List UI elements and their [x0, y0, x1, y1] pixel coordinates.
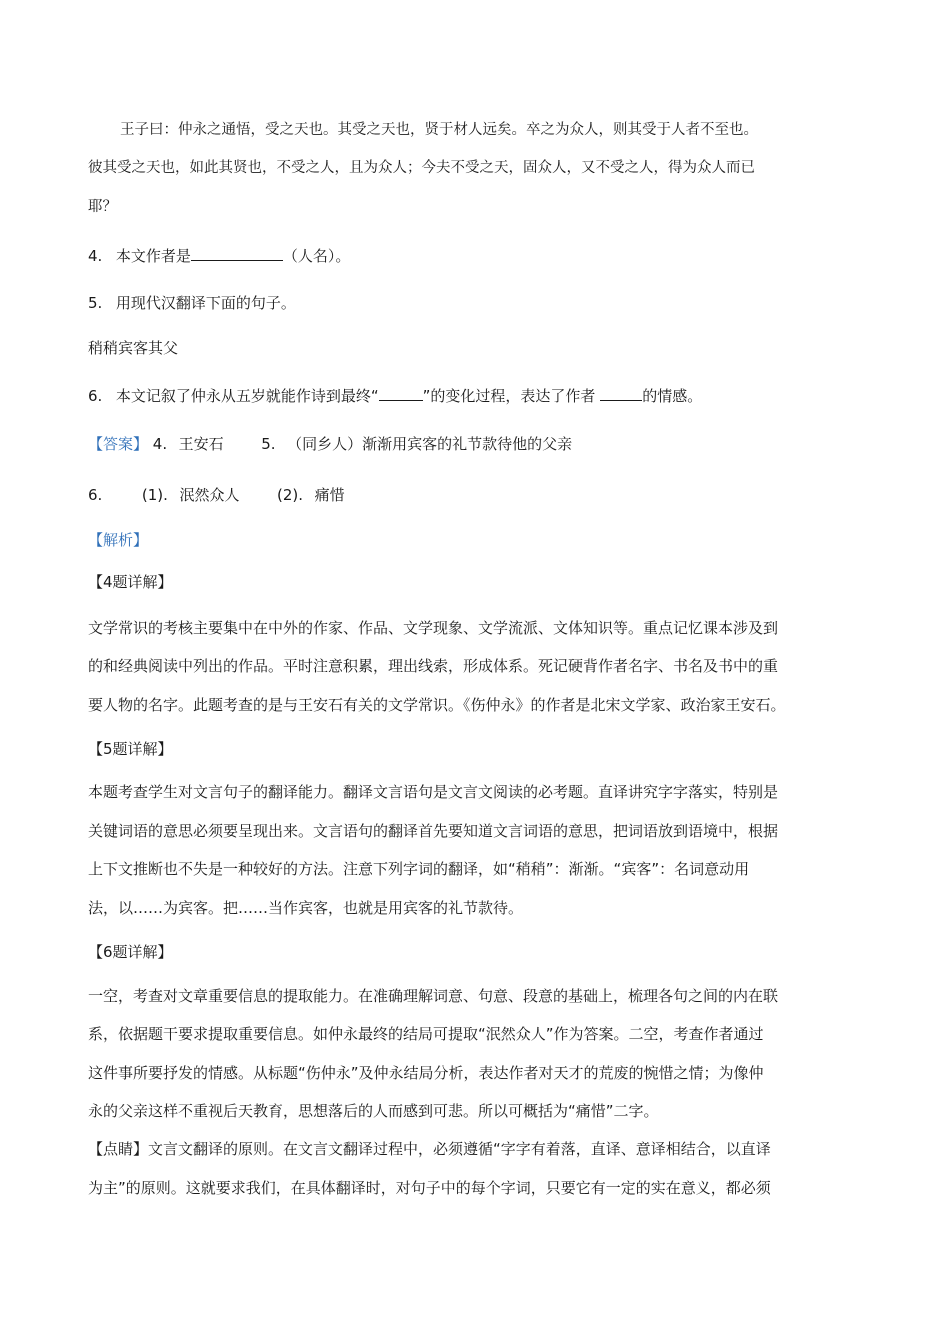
question-6-text-c: 的情感。	[642, 387, 703, 405]
analysis-4-line-1: 文学常识的考核主要集中在中外的作家、作品、文学现象、文学流派、文体知识等。重点记忆课本涉及到	[88, 619, 779, 637]
passage-line-2: 彼其受之天也，如此其贤也，不受之人，且为众人；今夫不受之天，固众人，又不受之人，得为众人而已	[88, 160, 755, 176]
question-4-number: 4.	[88, 247, 103, 265]
analysis-5-line-1: 本题考查学生对文言句子的翻译能力。翻译文言语句是文言文阅读的必考题。直译讲究字字落实，特别是	[88, 783, 779, 801]
answer-6-2-number: (2).	[277, 486, 304, 504]
tip-line-2: 为主”的原则。这就要求我们，在具体翻译时，对句子中的每个字词，只要它有一定的实在意义，都必须	[88, 1179, 771, 1197]
answer-line-2	[88, 485, 345, 505]
answer-tag: 【答案】	[88, 435, 149, 453]
analysis-4-line-2: 的和经典阅读中列出的作品。平时注意积累，理出线索，形成体系。死记硬背作者名字、书名及书中的重	[88, 657, 779, 675]
analysis-6-line-3: 这件事所要抒发的情感。从标题“伤仲永”及仲永结局分析，表达作者对天才的荒废的惋惜之情；为像仲	[88, 1064, 764, 1082]
answer-6-number: 6.	[88, 486, 103, 504]
heading-q5-detail: 【5题详解】	[88, 740, 173, 758]
heading-q4-detail: 【4题详解】	[88, 573, 173, 591]
question-5-number: 5.	[88, 294, 103, 312]
answer-6-1: 泯然众人	[179, 486, 240, 504]
analysis-6-line-4: 永的父亲这样不重视后天教育，思想落后的人而感到可悲。所以可概括为“痛惜”二字。	[88, 1102, 659, 1120]
answer-4-number: 4.	[152, 435, 168, 453]
question-5-sentence: 稍稍宾客其父	[88, 339, 179, 357]
analysis-5-line-4: 法，以……为宾客。把……当作宾客，也就是用宾客的礼节款待。	[88, 899, 524, 917]
question-6-blank-1	[379, 384, 423, 401]
analysis-4-line-3: 要人物的名字。此题考查的是与王安石有关的文学常识。《伤仲永》的作者是北宋文学家、政治家王安石。	[88, 696, 786, 714]
analysis-5-line-3: 上下文推断也不失是一种较好的方法。注意下列字词的翻译，如“稍稍”：渐渐。“宾客”：名词意动用	[88, 860, 750, 878]
question-4	[88, 244, 350, 266]
question-6-number: 6.	[88, 387, 103, 405]
question-4-blank	[191, 244, 283, 261]
question-4-text-after: （人名）。	[282, 247, 351, 265]
question-6	[88, 384, 702, 406]
answer-6-1-number: (1).	[141, 486, 168, 504]
heading-q6-detail: 【6题详解】	[88, 943, 173, 961]
answer-4: 王安石	[178, 435, 224, 453]
analysis-5-line-2: 关键词语的意思必须要呈现出来。文言语句的翻译首先要知道文言词语的意思，把词语放到语境中，根据	[88, 822, 779, 840]
answer-5: （同乡人）渐渐用宾客的礼节款待他的父亲	[287, 435, 573, 453]
passage-line-3: 耶？	[88, 199, 117, 215]
question-6-text-a: 本文记叙了仲永从五岁就能作诗到最终“	[115, 387, 379, 405]
question-4-text-before: 本文作者是	[115, 247, 191, 265]
question-5	[88, 293, 296, 313]
passage-line-1: 王子曰：仲永之通悟，受之天也。其受之天也，贤于材人远矣。卒之为众人，则其受于人者不至也。	[120, 122, 758, 138]
question-6-blank-2	[600, 384, 642, 401]
analysis-tag: 【解析】	[88, 531, 149, 549]
tip-line-1: 【点睛】文言文翻译的原则。在文言文翻译过程中，必须遵循“字字有着落，直译、意译相结合，以直译	[88, 1140, 771, 1158]
answer-5-number: 5.	[261, 435, 276, 453]
question-5-text: 用现代汉翻译下面的句子。	[115, 294, 296, 312]
analysis-6-line-2: 系，依据题干要求提取重要信息。如仲永最终的结局可提取“泯然众人”作为答案。二空，考查作者通过	[88, 1025, 764, 1043]
analysis-6-line-1: 一空，考查对文章重要信息的提取能力。在准确理解词意、句意、段意的基础上，梳理各句之间的内在联	[88, 987, 779, 1005]
answer-line-1	[88, 434, 572, 454]
question-6-text-b: ”的变化过程，表达了作者	[422, 387, 601, 405]
answer-6-2: 痛惜	[314, 486, 345, 504]
